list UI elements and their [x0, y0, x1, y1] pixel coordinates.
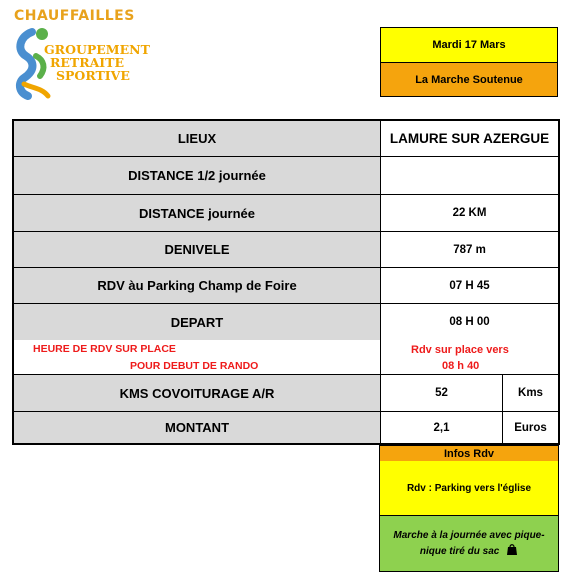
- rdv-parking-label: RDV àu Parking Champ de Foire: [14, 268, 381, 303]
- table-row-montant: [14, 411, 558, 443]
- picnic-note-line2: nique tiré du sac: [419, 545, 500, 557]
- heure-rdv-value-line2: 08 h 40: [442, 360, 480, 372]
- event-theme: La Marche Soutenue: [380, 62, 558, 97]
- heure-rdv-label-cell: [14, 340, 381, 374]
- distance-half-value: [381, 157, 558, 194]
- distance-day-label: DISTANCE journée: [14, 195, 381, 231]
- table-row-heure-rdv: [14, 340, 558, 374]
- denivele-label: DENIVELE: [14, 232, 381, 267]
- depart-label: DEPART: [14, 304, 381, 340]
- picnic-note-line1: Marche à la journée avec pique-: [393, 529, 545, 541]
- table-row-rdv-parking: [14, 267, 558, 303]
- table-row-distance-day: [14, 194, 558, 231]
- denivele-value: 787 m: [381, 232, 558, 267]
- infos-rdv-location: Rdv : Parking vers l'église: [379, 461, 559, 516]
- club-name: CHAUFFAILLES: [14, 8, 135, 24]
- logo-word-1: GROUPEMENT: [44, 42, 150, 57]
- kms-value: 52: [381, 375, 503, 411]
- event-date: Mardi 17 Mars: [380, 27, 558, 63]
- distance-half-label: DISTANCE 1/2 journée: [14, 157, 381, 194]
- kms-label: KMS COVOITURAGE A/R: [14, 375, 381, 411]
- table-row-lieux: [14, 121, 558, 156]
- heure-rdv-value-line1: Rdv sur place vers: [411, 344, 509, 356]
- grs-logo: [12, 26, 182, 102]
- distance-day-value: 22 KM: [381, 195, 558, 231]
- lieux-value: LAMURE SUR AZERGUE: [381, 121, 558, 156]
- table-row-depart: [14, 303, 558, 340]
- table-row-denivele: [14, 231, 558, 267]
- kms-unit: Kms: [503, 375, 558, 411]
- hike-info-table: [12, 119, 560, 445]
- infos-picnic-note: [379, 516, 559, 572]
- montant-unit: Euros: [503, 412, 558, 443]
- logo-word-3: SPORTIVE: [56, 68, 130, 83]
- logo-word-2: RETRAITE: [50, 55, 124, 70]
- table-row-distance-half: [14, 156, 558, 194]
- lunch-bag-icon: [506, 544, 518, 555]
- montant-label: MONTANT: [14, 412, 381, 443]
- montant-value: 2,1: [381, 412, 503, 443]
- table-row-kms: [14, 374, 558, 411]
- rdv-parking-value: 07 H 45: [381, 268, 558, 303]
- infos-rdv-header: Infos Rdv: [379, 445, 559, 462]
- heure-rdv-label-line2: POUR DEBUT DE RANDO: [130, 360, 259, 372]
- depart-value: 08 H 00: [381, 304, 558, 340]
- heure-rdv-label-line1: HEURE DE RDV SUR PLACE: [33, 343, 176, 355]
- lieux-label: LIEUX: [14, 121, 381, 156]
